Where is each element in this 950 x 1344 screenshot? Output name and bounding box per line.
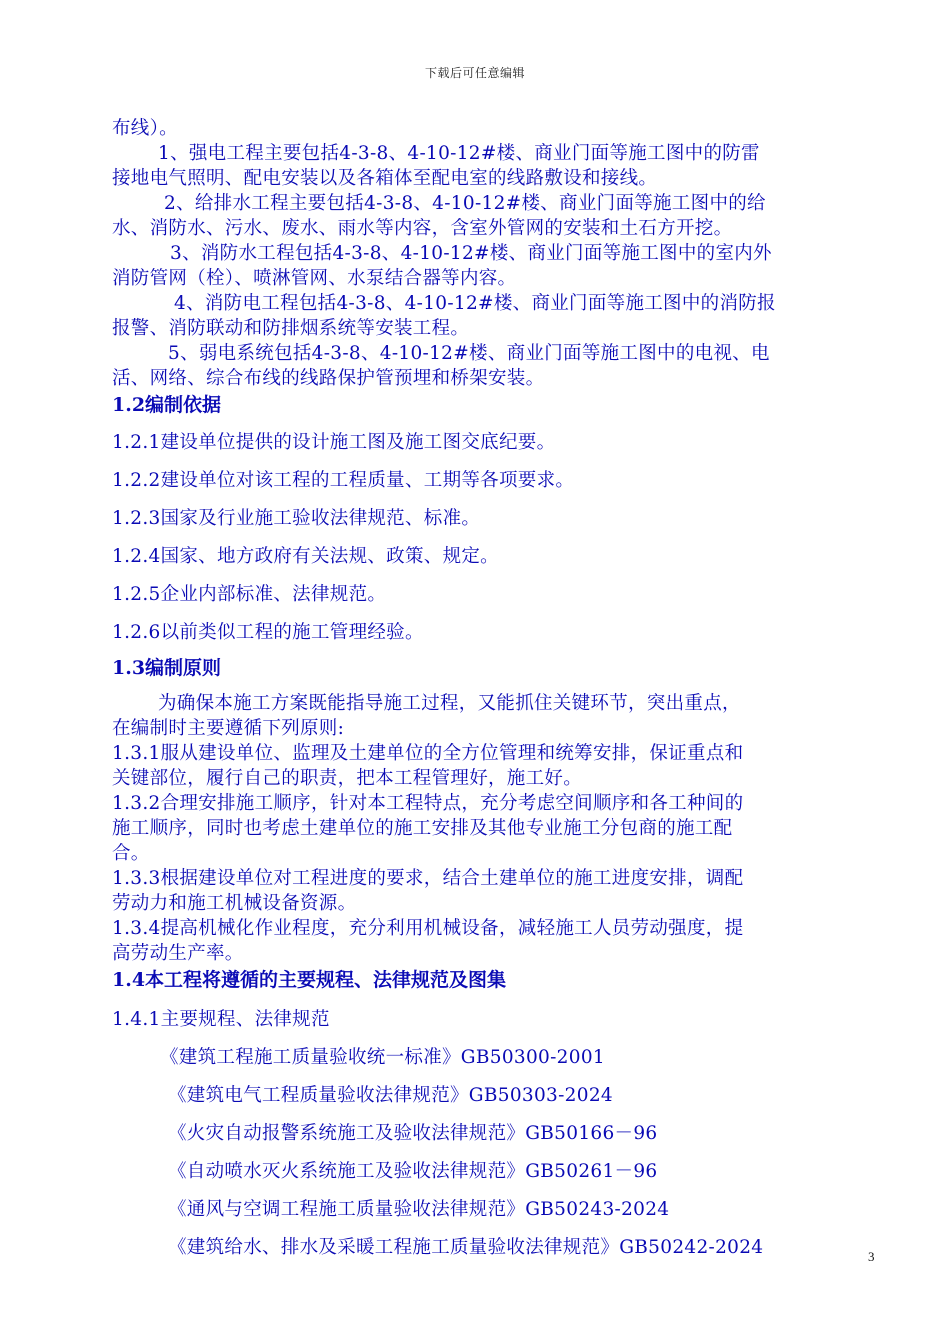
paragraph-principles-intro-cont: 在编制时主要遵循下列原则: bbox=[112, 718, 345, 739]
document-body bbox=[112, 116, 872, 1259]
paragraph-weak-current: 5、弱电系统包括4-3-8、4-10-12#楼、商业门面等施工图中的电视、电 bbox=[168, 343, 770, 364]
paragraph-fire-water-cont: 消防管网（栓）、喷淋管网、水泵结合器等内容。 bbox=[112, 268, 517, 289]
paragraph-fire-electric-cont: 报警、消防联动和防排烟系统等安装工程。 bbox=[112, 318, 470, 339]
principle-3-cont: 劳动力和施工机械设备资源。 bbox=[112, 893, 357, 914]
principle-1: 1.3.1服从建设单位、监理及土建单位的全方位管理和统筹安排，保证重点和 bbox=[112, 743, 744, 764]
subsection-heading-1-4-1: 1.4.1主要规程、法律规范 bbox=[112, 1009, 330, 1030]
paragraph-power-cont: 接地电气照明、配电安装以及各箱体至配电室的线路敷设和接线。 bbox=[112, 168, 658, 189]
principle-2-cont: 施工顺序，同时也考虑土建单位的施工安排及其他专业施工分包商的施工配 bbox=[112, 818, 733, 839]
page-number: 3 bbox=[868, 1249, 875, 1264]
paragraph-power: 1、强电工程主要包括4-3-8、4-10-12#楼、商业门面等施工图中的防雷 bbox=[158, 143, 760, 164]
principle-1-cont: 关键部位，履行自己的职责，把本工程管理好，施工好。 bbox=[112, 768, 583, 789]
standard-item: 《建筑电气工程质量验收法律规范》GB50303-2024 bbox=[168, 1085, 613, 1106]
standard-item: 《火灾自动报警系统施工及验收法律规范》GB50166－96 bbox=[168, 1123, 658, 1144]
standard-item: 《自动喷水灭火系统施工及验收法律规范》GB50261－96 bbox=[168, 1161, 658, 1182]
section-heading-1-4: 1.4本工程将遵循的主要规程、法律规范及图集 bbox=[112, 969, 507, 991]
section-heading-1-2: 1.2编制依据 bbox=[112, 394, 222, 416]
list-item: 1.2.1建设单位提供的设计施工图及施工图交底纪要。 bbox=[112, 432, 556, 453]
paragraph-fire-water: 3、消防水工程包括4-3-8、4-10-12#楼、商业门面等施工图中的室内外 bbox=[170, 243, 772, 264]
page-header: 下载后可任意编辑 bbox=[424, 66, 525, 80]
standard-item: 《建筑工程施工质量验收统一标准》GB50300-2001 bbox=[160, 1047, 605, 1068]
principle-4: 1.3.4提高机械化作业程度，充分利用机械设备，减轻施工人员劳动强度，提 bbox=[112, 918, 744, 939]
principle-2-cont: 合。 bbox=[112, 843, 150, 864]
list-item: 1.2.5企业内部标准、法律规范。 bbox=[112, 584, 387, 605]
standard-item: 《通风与空调工程施工质量验收法律规范》GB50243-2024 bbox=[168, 1199, 670, 1220]
paragraph-water-cont: 水、消防水、污水、废水、雨水等内容，含室外管网的安装和土石方开挖。 bbox=[112, 218, 733, 239]
paragraph-water: 2、给排水工程主要包括4-3-8、4-10-12#楼、商业门面等施工图中的给 bbox=[164, 193, 766, 214]
principle-2: 1.3.2合理安排施工顺序，针对本工程特点，充分考虑空间顺序和各工种间的 bbox=[112, 793, 744, 814]
principle-4-cont: 高劳动生产率。 bbox=[112, 943, 244, 964]
principle-3: 1.3.3根据建设单位对工程进度的要求，结合土建单位的施工进度安排，调配 bbox=[112, 868, 744, 889]
list-item: 1.2.6以前类似工程的施工管理经验。 bbox=[112, 622, 424, 643]
list-item: 1.2.4国家、地方政府有关法规、政策、规定。 bbox=[112, 546, 499, 567]
list-item: 1.2.3国家及行业施工验收法律规范、标准。 bbox=[112, 508, 481, 529]
section-heading-1-3: 1.3编制原则 bbox=[112, 657, 222, 679]
intro-line: 布线）。 bbox=[112, 118, 178, 139]
standard-item: 《建筑给水、排水及采暖工程施工质量验收法律规范》GB50242-2024 bbox=[168, 1237, 764, 1258]
paragraph-fire-electric: 4、消防电工程包括4-3-8、4-10-12#楼、商业门面等施工图中的消防报 bbox=[174, 293, 776, 314]
paragraph-weak-current-cont: 活、网络、综合布线的线路保护管预埋和桥架安装。 bbox=[112, 368, 545, 389]
list-item: 1.2.2建设单位对该工程的工程质量、工期等各项要求。 bbox=[112, 470, 575, 491]
paragraph-principles-intro: 为确保本施工方案既能指导施工过程，又能抓住关键环节，突出重点， bbox=[158, 693, 741, 714]
